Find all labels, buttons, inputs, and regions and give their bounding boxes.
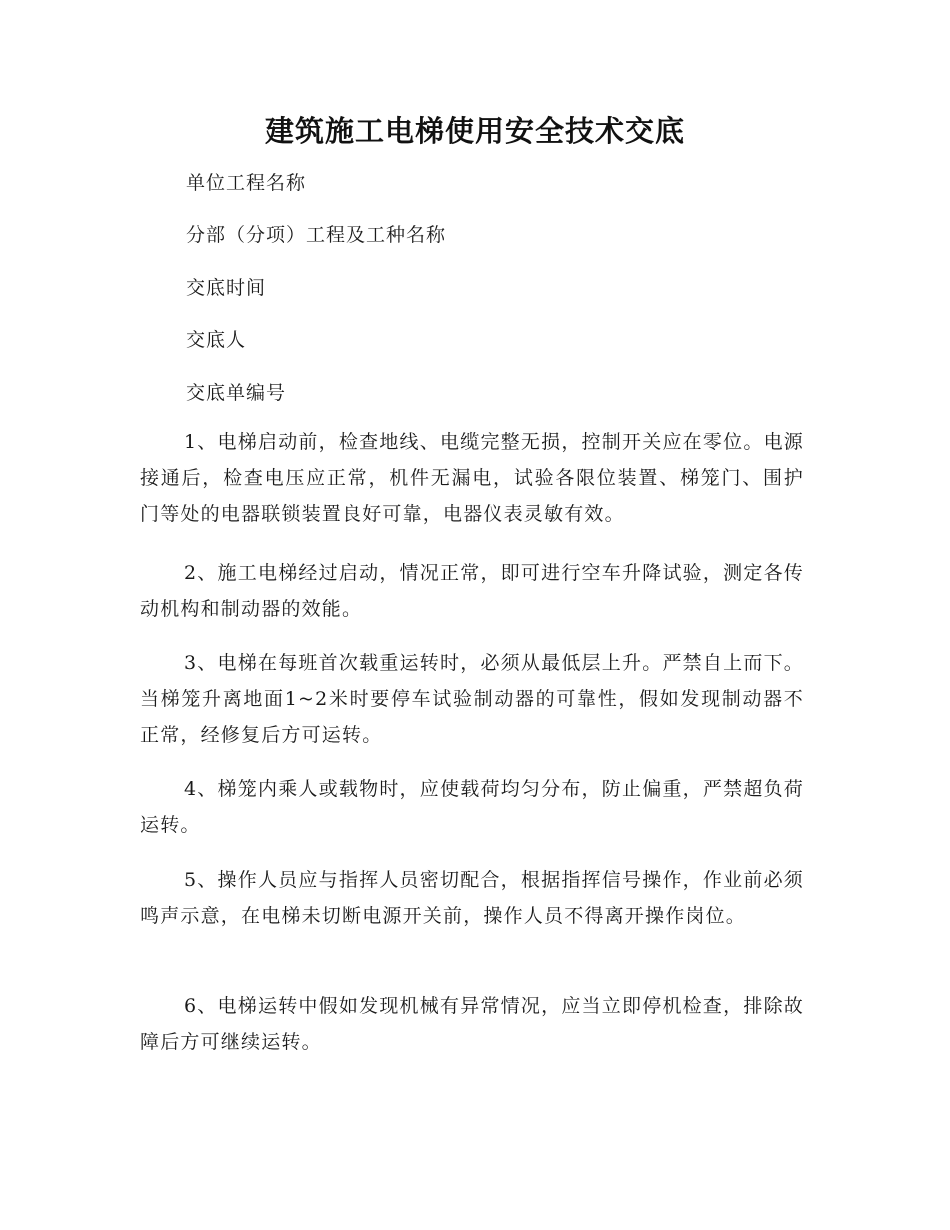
paragraph-5: 5、操作人员应与指挥人员密切配合，根据指挥信号操作，作业前必须鸣声示意，在电梯未切断电源开关前，操作人员不得离开操作岗位。 [140,869,804,927]
paragraph-6: 6、电梯运转中假如发现机械有异常情况，应当立即停机检查，排除故障后方可继续运转。 [140,995,804,1053]
paragraph-4: 4、梯笼内乘人或载物时，应使载荷均匀分布，防止偏重，严禁超负荷运转。 [140,778,804,836]
paragraph-3: 3、电梯在每班首次载重运转时，必须从最低层上升。严禁自上而下。当梯笼升离地面1~2米时要停车试验制动器的可靠性，假如发现制动器不正常，经修复后方可运转。 [140,652,804,746]
field-disclosure-number: 交底单编号 [186,382,287,404]
field-disclosure-person: 交底人 [186,329,247,351]
field-unit-project-name: 单位工程名称 [186,172,307,194]
field-disclosure-time: 交底时间 [186,277,267,299]
document-title: 建筑施工电梯使用安全技术交底 [264,114,685,148]
paragraph-2: 2、施工电梯经过启动，情况正常，即可进行空车升降试验，测定各传动机构和制动器的效能。 [140,562,804,620]
field-subproject-name: 分部（分项）工程及工种名称 [186,224,447,246]
paragraph-1: 1、电梯启动前，检查地线、电缆完整无损，控制开关应在零位。电源接通后，检查电压应正常，机件无漏电，试验各限位装置、梯笼门、围护门等处的电器联锁装置良好可靠，电器仪表灵敏有效。 [140,431,804,525]
